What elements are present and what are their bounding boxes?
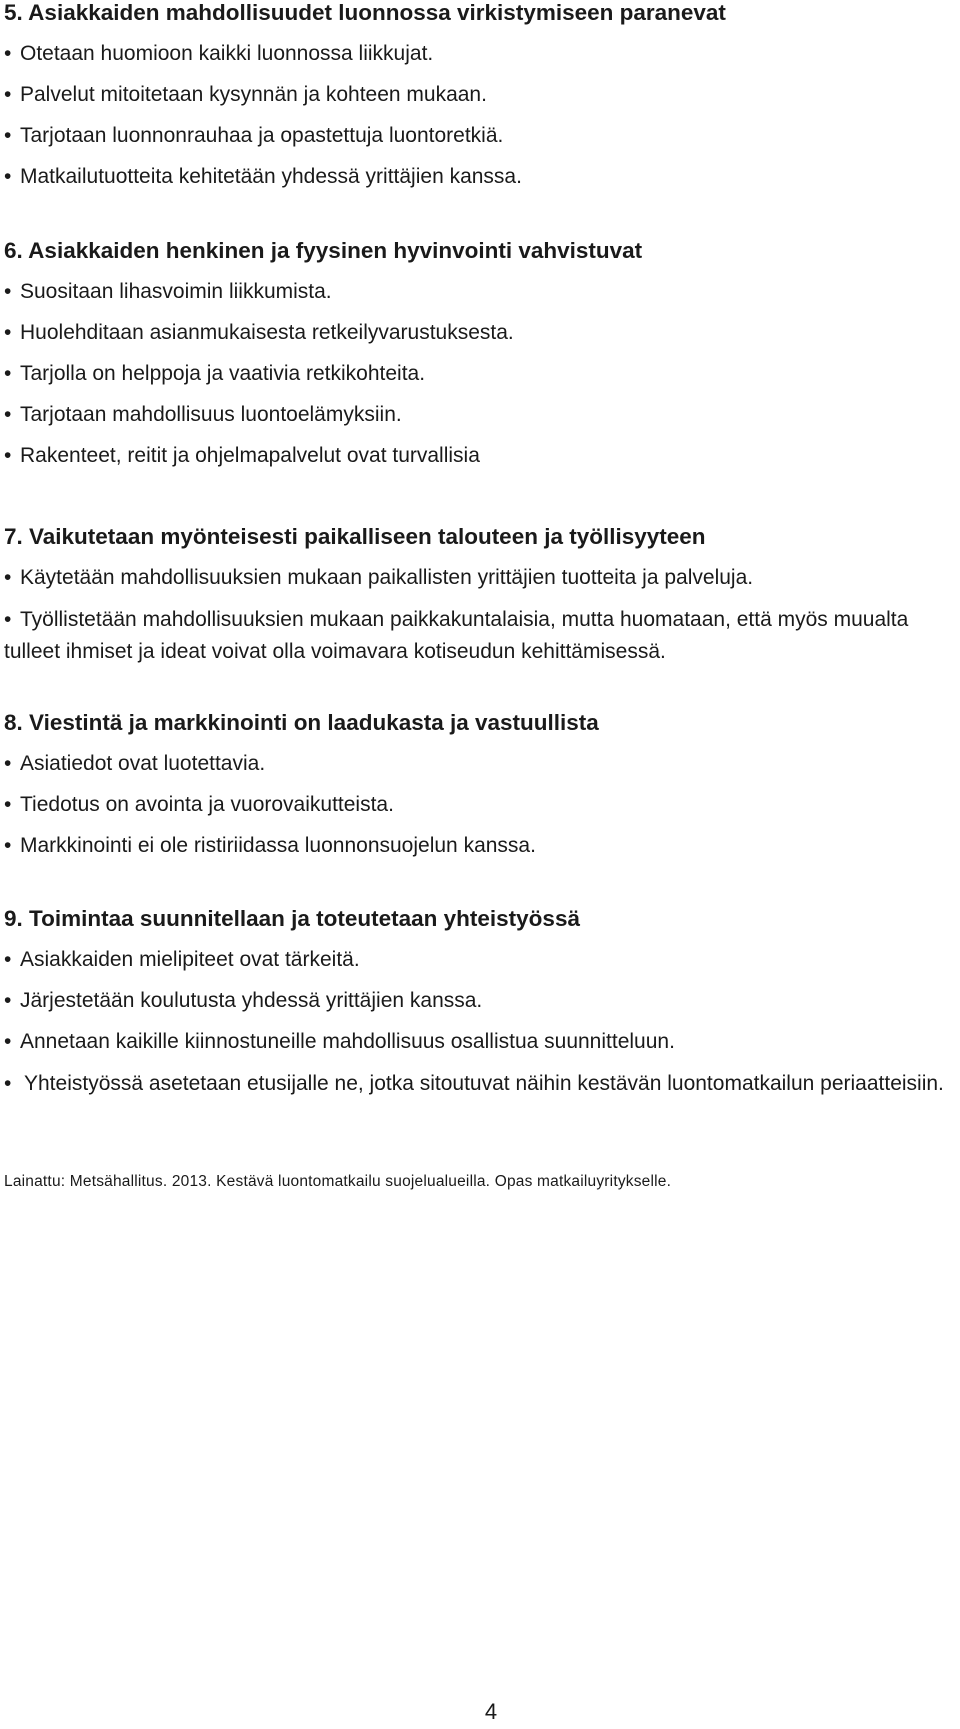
- bullet-icon: •: [4, 83, 12, 106]
- list-item-text: Matkailutuotteita kehitetään yhdessä yrittäjien kanssa.: [20, 165, 522, 188]
- bullet-icon: •: [4, 834, 12, 857]
- section-heading: 5. Asiakkaiden mahdollisuudet luonnossa virkistymiseen paranevat: [4, 0, 726, 25]
- bullet-icon: •: [4, 793, 12, 816]
- list-item: [4, 39, 954, 69]
- bullet-icon: •: [4, 1072, 12, 1095]
- section-heading: 7. Vaikutetaan myönteisesti paikalliseen talouteen ja työllisyyteen: [4, 524, 706, 549]
- list-item: [4, 400, 954, 430]
- section-heading: 8. Viestintä ja markkinointi on laadukasta ja vastuullista: [4, 710, 599, 735]
- section-5: [4, 0, 954, 192]
- list-item-text: Palvelut mitoitetaan kysynnän ja kohteen mukaan.: [20, 83, 487, 106]
- list-item-text: Suositaan lihasvoimin liikkumista.: [20, 280, 332, 303]
- list-item-text: Huolehditaan asianmukaisesta retkeilyvarustuksesta.: [20, 321, 514, 344]
- list-item-text: Työllistetään mahdollisuuksien mukaan paikkakuntalaisia, mutta huomataan, että myös muualta tulleet ihmiset ja ideat voivat olla voimavara kotiseudun kehittämisessä.: [4, 608, 909, 663]
- list-item: [4, 80, 954, 110]
- list-item-text: Annetaan kaikille kiinnostuneille mahdollisuus osallistua suunnitteluun.: [20, 1030, 675, 1053]
- list-item: [4, 1068, 956, 1100]
- list-item: [4, 162, 954, 192]
- section-9: [4, 904, 954, 1100]
- section-8: [4, 708, 954, 861]
- bullet-icon: •: [4, 444, 12, 467]
- bullet-icon: •: [4, 362, 12, 385]
- list-item-text: Järjestetään koulutusta yhdessä yrittäjien kanssa.: [20, 989, 483, 1012]
- list-item: [4, 1027, 954, 1057]
- list-item-text: Asiatiedot ovat luotettavia.: [20, 752, 266, 775]
- list-item: [4, 604, 952, 668]
- list-item-text: Asiakkaiden mielipiteet ovat tärkeitä.: [20, 948, 360, 971]
- bullet-icon: •: [4, 124, 12, 147]
- page-number: 4: [484, 1699, 498, 1724]
- list-item: [4, 441, 954, 471]
- bullet-icon: •: [4, 1030, 12, 1053]
- list-item-text: Otetaan huomioon kaikki luonnossa liikkujat.: [20, 42, 434, 65]
- bullet-icon: •: [4, 948, 12, 971]
- bullet-icon: •: [4, 608, 12, 631]
- section-heading: 6. Asiakkaiden henkinen ja fyysinen hyvinvointi vahvistuvat: [4, 238, 643, 263]
- section-7: [4, 522, 954, 668]
- list-item: [4, 945, 954, 975]
- bullet-icon: •: [4, 42, 12, 65]
- list-item: [4, 121, 954, 151]
- list-item: [4, 749, 954, 779]
- list-item-text: Markkinointi ei ole ristiriidassa luonnonsuojelun kanssa.: [20, 834, 536, 857]
- list-item-text: Rakenteet, reitit ja ohjelmapalvelut ovat turvallisia: [20, 444, 480, 467]
- list-item-text: Tiedotus on avointa ja vuorovaikutteista.: [20, 793, 394, 816]
- bullet-icon: •: [4, 280, 12, 303]
- list-item: [4, 277, 954, 307]
- list-item: [4, 986, 954, 1016]
- list-item-text: Tarjolla on helppoja ja vaativia retkikohteita.: [20, 362, 426, 385]
- bullet-icon: •: [4, 321, 12, 344]
- bullet-icon: •: [4, 403, 12, 426]
- list-item-text: Käytetään mahdollisuuksien mukaan paikallisten yrittäjien tuotteita ja palveluja.: [20, 566, 754, 589]
- list-item: [4, 359, 954, 389]
- list-item-text: Yhteistyössä asetetaan etusijalle ne, jotka sitoutuvat näihin kestävän luontomatkailun periaatteisiin.: [24, 1072, 944, 1095]
- list-item-text: Tarjotaan mahdollisuus luontoelämyksiin.: [20, 403, 402, 426]
- bullet-icon: •: [4, 165, 12, 188]
- list-item: [4, 318, 954, 348]
- list-item: [4, 790, 954, 820]
- section-6: [4, 236, 954, 471]
- bullet-icon: •: [4, 566, 12, 589]
- section-heading: 9. Toimintaa suunnitellaan ja toteutetaan yhteistyössä: [4, 906, 580, 931]
- bullet-icon: •: [4, 989, 12, 1012]
- list-item: [4, 831, 954, 861]
- bullet-icon: •: [4, 752, 12, 775]
- list-item: [4, 563, 954, 593]
- list-item-text: Tarjotaan luonnonrauhaa ja opastettuja luontoretkiä.: [20, 124, 504, 147]
- source-note: Lainattu: Metsähallitus. 2013. Kestävä luontomatkailu suojelualueilla. Opas matkailuyritykselle.: [4, 1173, 672, 1190]
